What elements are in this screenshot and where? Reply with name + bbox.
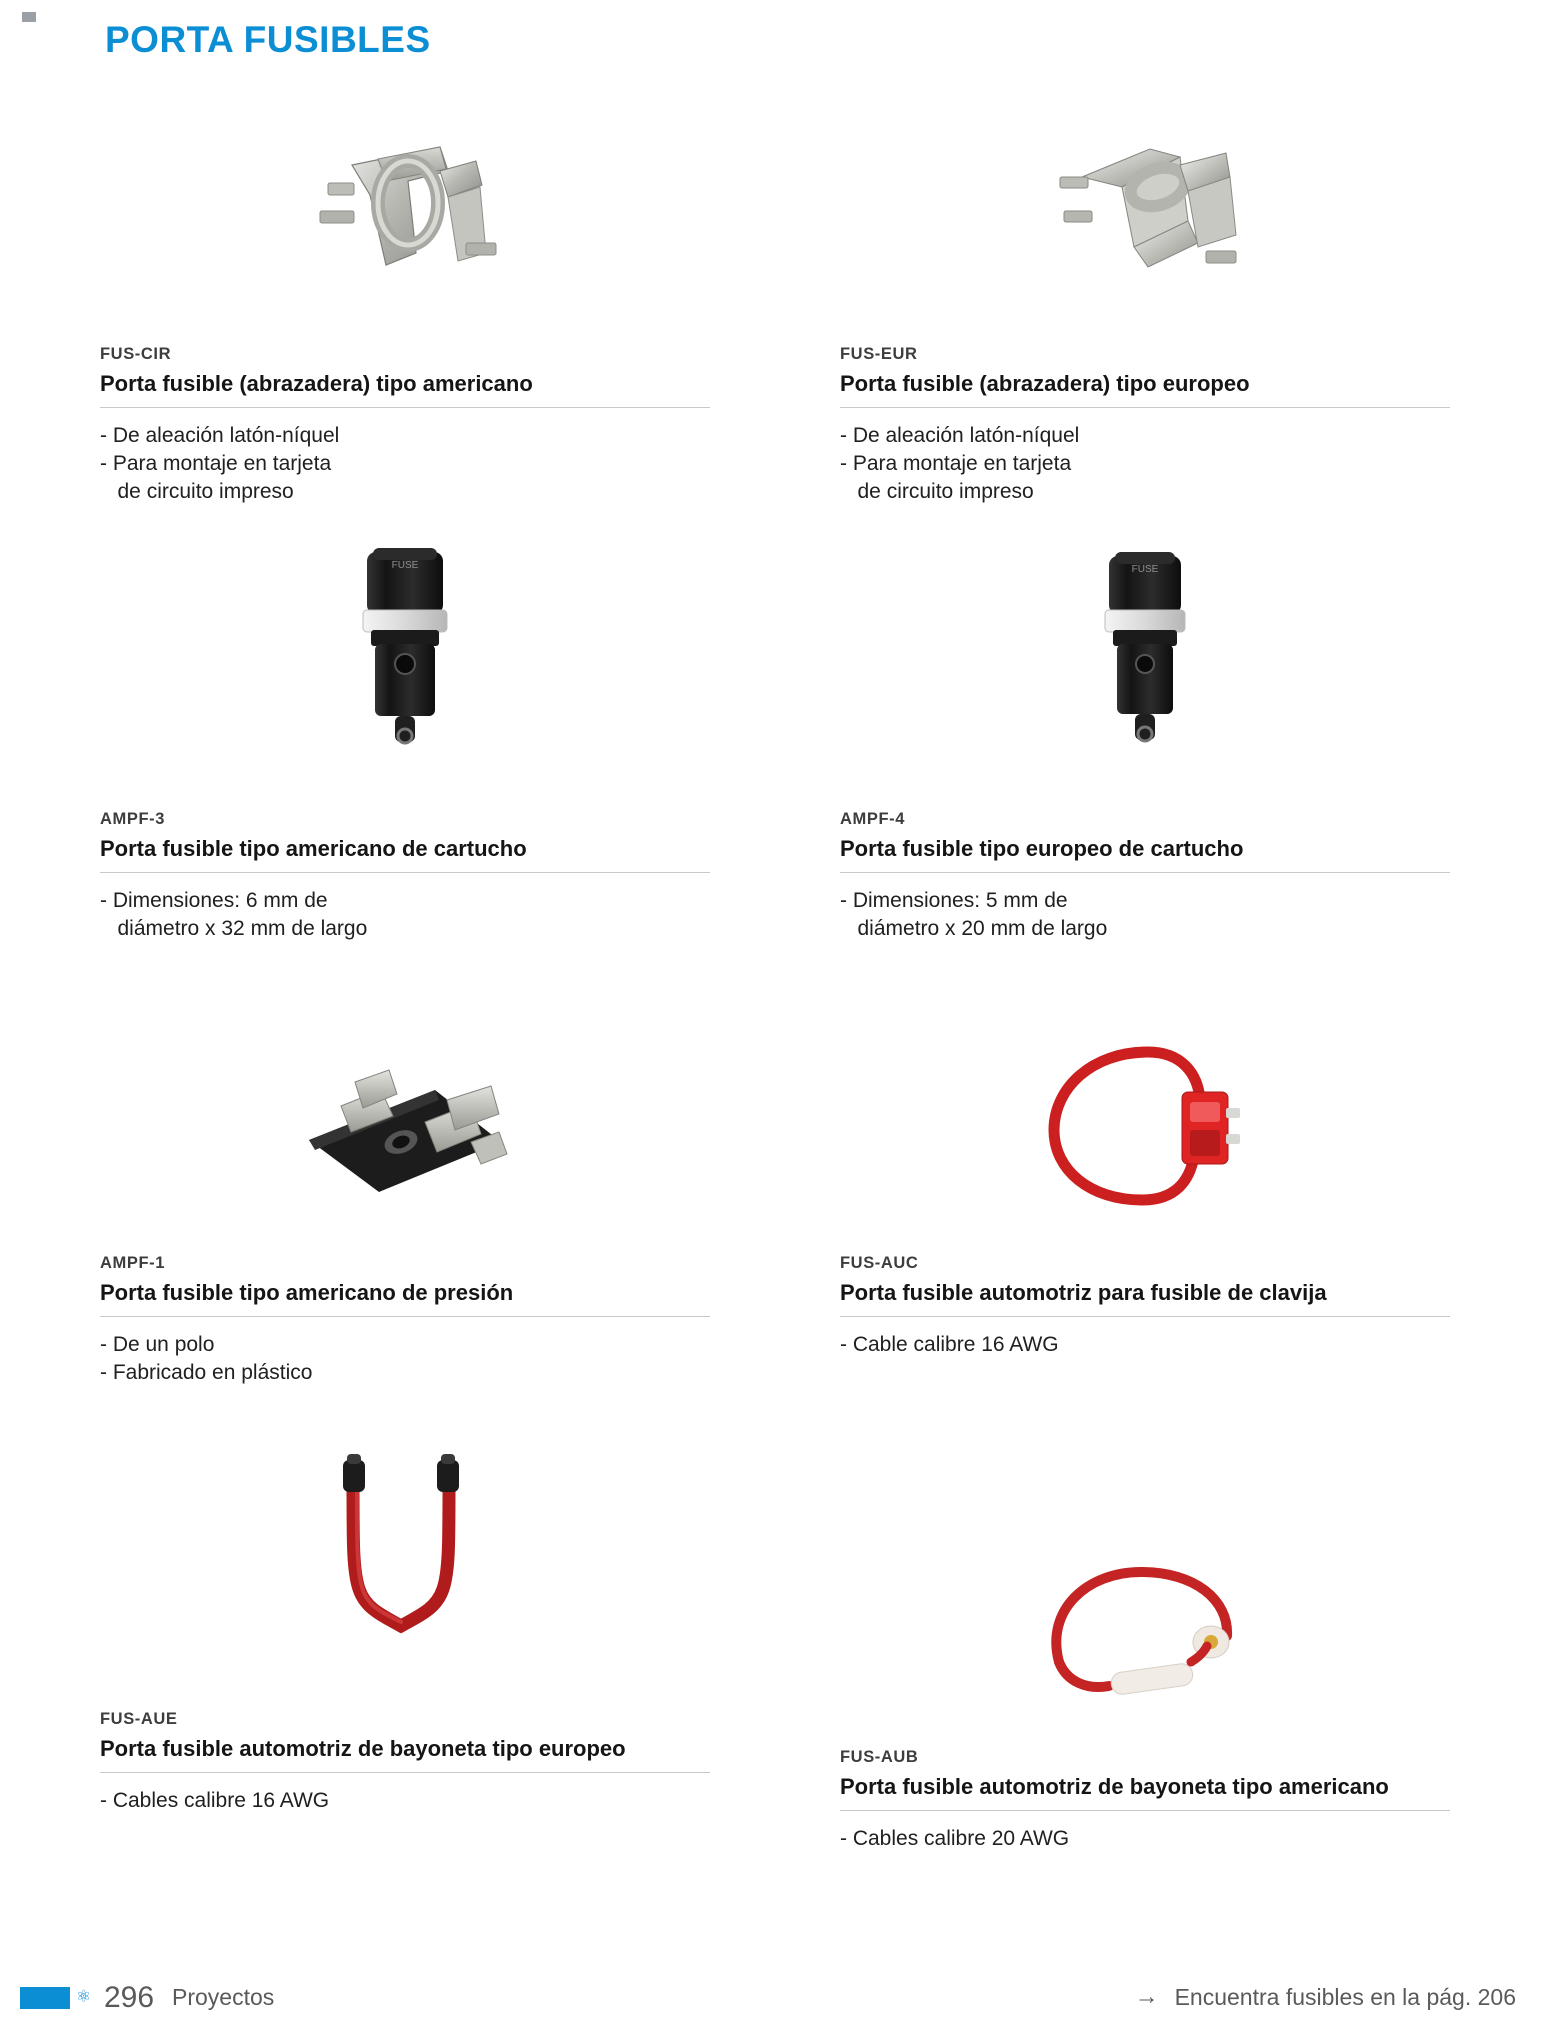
product-name: Porta fusible automotriz para fusible de clavija — [840, 1280, 1327, 1305]
product-code: FUS-AUC — [840, 1254, 919, 1272]
cross-reference-label: Encuentra fusibles en la pág. 206 — [1174, 1983, 1516, 2010]
product-code: AMPF-4 — [840, 810, 906, 828]
bullet: - Para montaje en tarjeta — [840, 452, 1072, 476]
footer-accent-bar — [20, 1987, 70, 2009]
bullet: diámetro x 20 mm de largo — [840, 917, 1108, 941]
product-image-fus-cir — [100, 120, 710, 305]
product-card-fus-auc[interactable] — [840, 1020, 1450, 1359]
product-bullets — [100, 422, 710, 505]
footer-cross-reference[interactable] — [1135, 1983, 1516, 2011]
product-bullets — [840, 1825, 1450, 1853]
page-footer — [0, 1953, 1550, 2031]
product-card-fus-eur[interactable] — [840, 120, 1450, 506]
product-bullets — [840, 422, 1450, 505]
divider — [840, 1810, 1450, 1811]
divider — [840, 1316, 1450, 1317]
product-bullets — [100, 1787, 710, 1815]
product-image-fus-eur — [840, 120, 1450, 305]
bullet: - Dimensiones: 6 mm de — [100, 889, 328, 913]
bullet: - De un polo — [100, 1333, 215, 1357]
bullet: - Cables calibre 20 AWG — [840, 1827, 1070, 1851]
page-number: 296 — [104, 1981, 155, 2014]
product-code: FUS-EUR — [840, 345, 918, 363]
product-name: Porta fusible tipo americano de cartucho — [100, 836, 527, 861]
divider — [100, 407, 710, 408]
product-code: AMPF-3 — [100, 810, 166, 828]
product-bullets — [100, 887, 710, 942]
product-image-fus-aub — [840, 1530, 1450, 1720]
product-image-ampf-4 — [840, 540, 1450, 770]
product-image-ampf-1 — [100, 1020, 710, 1220]
bullet: - De aleación latón-níquel — [840, 424, 1080, 448]
bullet: - Cable calibre 16 AWG — [840, 1333, 1059, 1357]
product-name: Porta fusible (abrazadera) tipo americano — [100, 371, 533, 396]
footer-section-label: Proyectos — [172, 1984, 275, 2010]
bullet: - Dimensiones: 5 mm de — [840, 889, 1068, 913]
product-card-ampf-4[interactable] — [840, 540, 1450, 943]
product-card-ampf-1[interactable] — [100, 1020, 710, 1387]
bullet: - Cables calibre 16 AWG — [100, 1789, 330, 1813]
product-code: FUS-AUE — [100, 1710, 178, 1728]
product-card-fus-aub[interactable] — [840, 1530, 1450, 1853]
product-card-ampf-3[interactable] — [100, 540, 710, 943]
svg-text:FUSE: FUSE — [1131, 564, 1159, 575]
bullet: - De aleación latón-níquel — [100, 424, 340, 448]
divider — [840, 872, 1450, 873]
page-title: PORTA FUSIBLES — [105, 18, 431, 60]
bullet: diámetro x 32 mm de largo — [100, 917, 368, 941]
divider — [100, 1316, 710, 1317]
arrow-right-icon: → — [1134, 1983, 1159, 2010]
brand-icon: ⚛ — [76, 1987, 92, 2006]
product-bullets — [840, 887, 1450, 942]
bullet: de circuito impreso — [100, 479, 294, 503]
bullet: de circuito impreso — [840, 479, 1034, 503]
product-image-ampf-3 — [100, 540, 710, 770]
product-name: Porta fusible automotriz de bayoneta tipo americano — [840, 1774, 1389, 1799]
divider — [100, 1772, 710, 1773]
product-code: FUS-AUB — [840, 1748, 919, 1766]
product-bullets — [840, 1331, 1450, 1359]
bullet: - Para montaje en tarjeta — [100, 452, 332, 476]
divider — [840, 407, 1450, 408]
divider — [100, 872, 710, 873]
product-image-fus-auc — [840, 1020, 1450, 1220]
product-card-fus-cir[interactable] — [100, 120, 710, 506]
product-code: FUS-CIR — [100, 345, 172, 363]
product-image-fus-aue — [100, 1440, 710, 1680]
bullet: - Fabricado en plástico — [100, 1361, 313, 1385]
product-name: Porta fusible automotriz de bayoneta tipo europeo — [100, 1736, 626, 1761]
product-name: Porta fusible (abrazadera) tipo europeo — [840, 371, 1250, 396]
product-bullets — [100, 1331, 710, 1386]
product-code: AMPF-1 — [100, 1254, 166, 1272]
svg-text:FUSE: FUSE — [391, 560, 419, 571]
product-card-fus-aue[interactable] — [100, 1440, 710, 1815]
product-name: Porta fusible tipo europeo de cartucho — [840, 836, 1244, 861]
product-name: Porta fusible tipo americano de presión — [100, 1280, 514, 1305]
